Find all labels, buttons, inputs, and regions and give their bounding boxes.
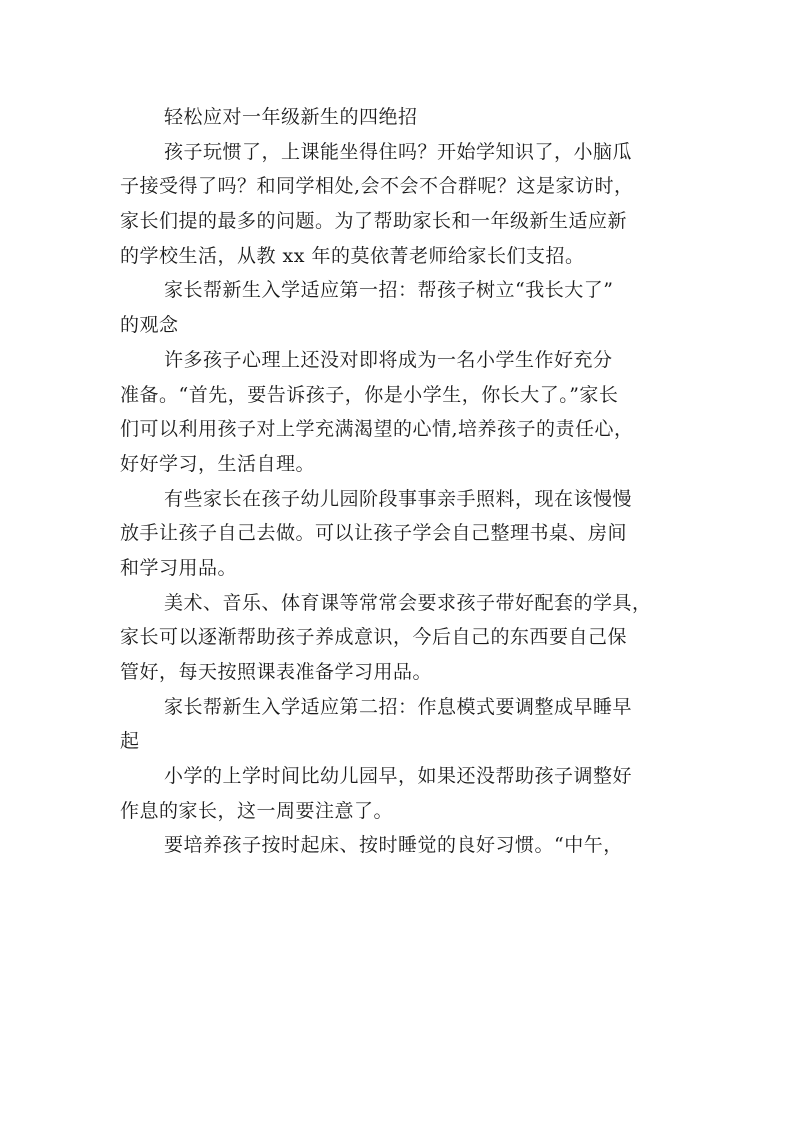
- paragraph: [120, 343, 700, 482]
- paragraph-first-line: 有些家长在孩子幼儿园阶段事事亲手照料，现在该慢慢: [164, 487, 633, 510]
- paragraph-first-line: 美术、音乐、体育课等常常会要求孩子带好配套的学具，: [164, 591, 652, 614]
- paragraph-list: [120, 135, 700, 863]
- document-title: 轻松应对一年级新生的四绝招: [164, 106, 418, 128]
- paragraph-line: 准备。“首先，要告诉孩子，你是小学生，你长大了。”家长: [120, 383, 619, 406]
- paragraph-first-line: 孩子玩惯了，上课能坐得住吗？开始学知识了，小脑瓜: [164, 140, 633, 163]
- paragraph-line: 的观念: [120, 314, 179, 337]
- paragraph-line: 起: [120, 730, 140, 753]
- paragraph-line: 家长可以逐渐帮助孩子养成意识，今后自己的东西要自己保: [120, 626, 628, 649]
- paragraph-line: 们可以利用孩子对上学充满渴望的心情,培养孩子的责任心，: [120, 418, 634, 441]
- paragraph: [120, 273, 700, 342]
- paragraph-line: 家长们提的最多的问题。为了帮助家长和一年级新生适应新: [120, 210, 628, 233]
- paragraph-line: 和学习用品。: [120, 556, 238, 579]
- paragraph: [120, 135, 700, 274]
- paragraph: [120, 828, 700, 863]
- paragraph: [120, 690, 700, 759]
- paragraph-line: 放手让孩子自己去做。可以让孩子学会自己整理书桌、房间: [120, 522, 628, 545]
- paragraph-first-line: 许多孩子心理上还没对即将成为一名小学生作好充分: [164, 348, 613, 371]
- paragraph-line: 管好，每天按照课表准备学习用品。: [120, 661, 433, 683]
- paragraph-first-line: 家长帮新生入学适应第二招：作息模式要调整成早睡早: [164, 695, 633, 718]
- paragraph-line: 子接受得了吗？和同学相处,会不会不合群呢？这是家访时，: [120, 175, 634, 198]
- paragraph: [120, 482, 700, 586]
- paragraph-first-line: 家长帮新生入学适应第一招：帮孩子树立“我长大了”: [164, 279, 614, 302]
- paragraph-line: 的学校生活，从教 xx 年的莫依菁老师给家长们支招。: [120, 244, 585, 267]
- paragraph-first-line: 小学的上学时间比幼儿园早，如果还没帮助孩子调整好: [164, 765, 633, 788]
- paragraph: [120, 586, 700, 690]
- paragraph: [120, 759, 700, 828]
- paragraph-line: 作息的家长，这一周要注意了。: [120, 799, 394, 822]
- paragraph-first-line: 要培养孩子按时起床、按时睡觉的良好习惯。“中午，: [164, 834, 623, 857]
- paragraph-line: 好好学习，生活自理。: [120, 452, 316, 475]
- document-body: [120, 100, 700, 863]
